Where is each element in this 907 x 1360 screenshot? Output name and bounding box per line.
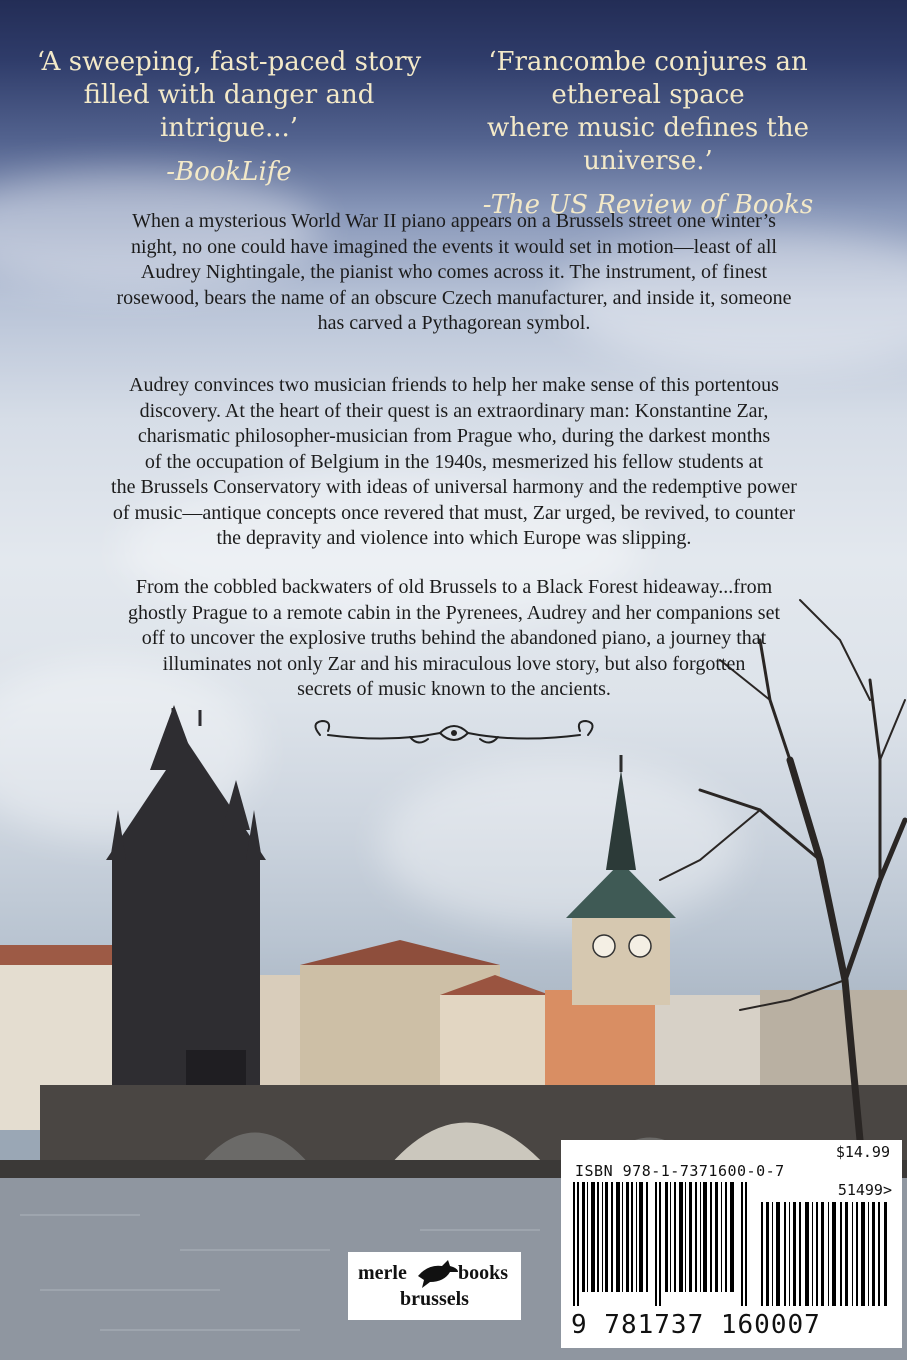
blurb-line: discovery. At the heart of their quest is an extraordinary man: Konstantine Zar, <box>139 399 769 422</box>
blurb-line: has carved a Pythagorean symbol. <box>317 312 591 334</box>
blurb-paragraph-2 <box>80 373 828 552</box>
quote-text <box>438 46 858 178</box>
quote-line: ‘Francombe conjures an ethereal space <box>488 47 808 110</box>
blurb-line: charismatic philosopher-musician from Prague who, during the darkest months <box>137 425 771 447</box>
blurb-line: the depravity and violence into which Europe was slipping. <box>216 527 692 549</box>
blurb-line: of music—antique concepts once revered that must, Zar urged, be revived, to counter <box>112 501 796 524</box>
quote-line: filled with danger and intrigue...’ <box>83 80 375 143</box>
blurb-paragraph-1 <box>80 209 828 337</box>
quote-attribution: -The US Review of Books <box>482 190 814 220</box>
blurb-line: Audrey Nightingale, the pianist who comes across it. The instrument, of finest <box>140 261 768 283</box>
blurb-line: ghostly Prague to a remote cabin in the Pyrenees, Audrey and her companions set <box>127 601 781 624</box>
price-code: 51499> <box>837 1181 892 1199</box>
blurb-line: secrets of music known to the ancients. <box>297 678 611 700</box>
publisher-city: brussels <box>400 1288 469 1310</box>
blurb-line: the Brussels Conservatory with ideas of universal harmony and the redemptive power <box>111 476 797 498</box>
blurb-line: When a mysterious World War II piano appears on a Brussels street one winter’s <box>132 210 776 232</box>
blurb-line: rosewood, bears the name of an obscure Czech manufacturer, and inside it, someone <box>116 286 792 309</box>
quote-text <box>34 46 424 145</box>
blurb-line: Audrey convinces two musician friends to help her make sense of this portentous <box>129 374 779 396</box>
price: $14.99 <box>835 1143 890 1161</box>
blurb-paragraph-3 <box>80 575 828 703</box>
barcode-addon-icon <box>757 1202 893 1306</box>
quote-attribution: -BookLife <box>166 157 292 187</box>
publisher-logo <box>348 1252 521 1320</box>
publisher-word: merle <box>358 1262 407 1284</box>
isbn-barcode-label <box>561 1140 902 1348</box>
review-quote-us-review <box>438 46 858 220</box>
blurb-line: illuminates not only Zar and his miraculous love story, but also forgotten <box>162 652 746 675</box>
blurb-line: night, no one could have imagined the events it would set in motion—least of all <box>131 235 777 258</box>
quote-line: where music defines the universe.’ <box>486 113 810 176</box>
barcode-digits: 9 781737 160007 <box>571 1310 821 1340</box>
blurb-line: of the occupation of Belgium in the 1940s, mesmerized his fellow students at <box>144 450 764 473</box>
flourish-ornament-icon <box>300 713 608 753</box>
publisher-word: books <box>458 1262 509 1284</box>
blurb-line: off to uncover the explosive truths behind the abandoned piano, a journey that <box>141 627 767 649</box>
barcode-icon <box>571 1182 751 1306</box>
bridge-tower <box>106 705 266 1140</box>
blackbird-logo-icon <box>414 1256 460 1290</box>
review-quote-booklife <box>34 46 424 187</box>
blurb-line: From the cobbled backwaters of old Brussels to a Black Forest hideaway...from <box>135 576 773 598</box>
quote-line: ‘A sweeping, fast-paced story <box>36 47 422 77</box>
isbn-number: ISBN 978-1-7371600-0-7 <box>575 1162 785 1180</box>
